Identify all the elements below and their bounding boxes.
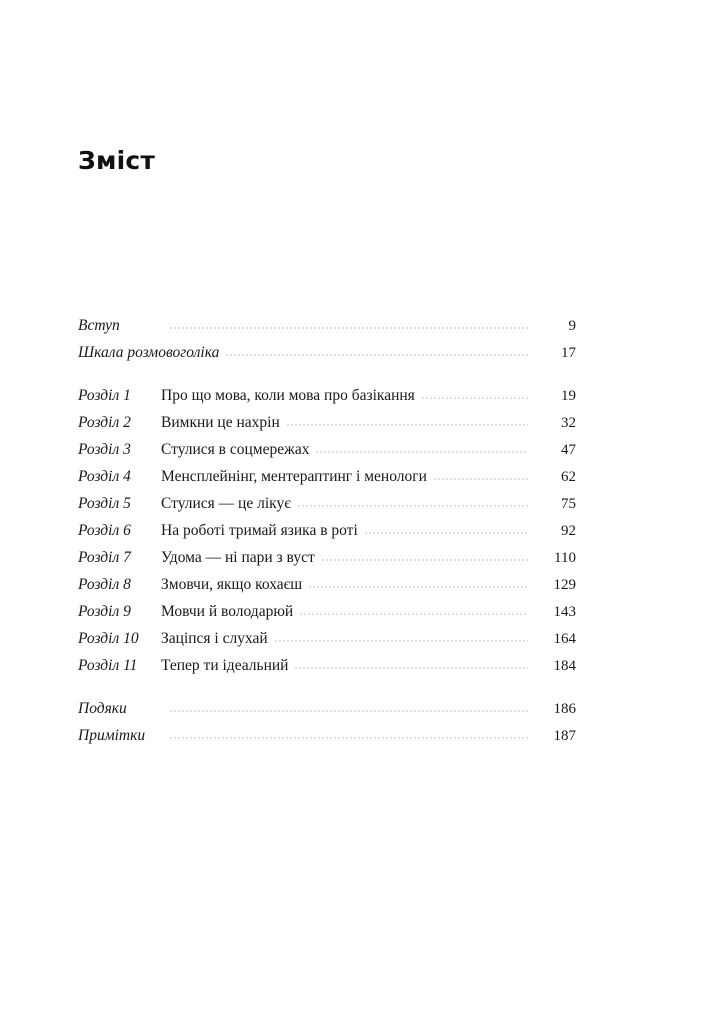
toc-entry-chapter-5[interactable] xyxy=(78,490,576,517)
chapter-number: Розділ 2 xyxy=(78,414,131,431)
dot-leader xyxy=(169,327,528,329)
chapter-title: Вимкни це нахрін xyxy=(161,414,280,431)
chapter-title: На роботі тримай язика в роті xyxy=(161,522,358,539)
toc-entry-chapter-6[interactable] xyxy=(78,517,576,544)
toc-entry-page: 110 xyxy=(554,550,576,566)
toc-entry-label: Шкала розмовоголіка xyxy=(78,344,220,361)
toc-entry-page: 164 xyxy=(553,631,576,647)
chapter-number: Розділ 3 xyxy=(78,441,131,458)
toc-entry-page: 187 xyxy=(553,728,576,744)
toc-entry-page: 129 xyxy=(553,577,576,593)
toc-entry-acknowledgements[interactable] xyxy=(78,695,576,722)
chapter-number: Розділ 7 xyxy=(78,549,131,566)
chapter-number: Розділ 11 xyxy=(78,657,138,674)
dot-leader xyxy=(225,354,528,356)
toc-entry-chapter-7[interactable] xyxy=(78,544,576,571)
toc-entry-page: 62 xyxy=(561,469,576,485)
toc-entry-page: 186 xyxy=(553,701,576,717)
toc-entry-intro[interactable] xyxy=(78,312,576,339)
chapter-number: Розділ 10 xyxy=(78,630,139,647)
toc-entry-chapter-9[interactable] xyxy=(78,598,576,625)
chapter-title: Про що мова, коли мова про базікання xyxy=(161,387,415,404)
toc-entry-chapter-3[interactable] xyxy=(78,436,576,463)
chapter-title: Тепер ти ідеальний xyxy=(161,657,289,674)
chapter-title: Заціпся і слухай xyxy=(161,630,268,647)
dot-leader xyxy=(364,532,528,534)
toc-entry-chapter-2[interactable] xyxy=(78,409,576,436)
toc-entry-label: Вступ xyxy=(78,317,120,334)
dot-leader xyxy=(294,667,528,669)
toc-chapters xyxy=(78,382,576,679)
toc-entry-chapter-4[interactable] xyxy=(78,463,576,490)
dot-leader xyxy=(274,640,528,642)
toc-entry-notes[interactable] xyxy=(78,722,576,749)
dot-leader xyxy=(421,397,528,399)
chapter-title: Змовчи, якщо кохаєш xyxy=(161,576,303,593)
dot-leader xyxy=(321,559,528,561)
chapter-number: Розділ 9 xyxy=(78,603,131,620)
dot-leader xyxy=(169,737,528,739)
toc-entry-page: 75 xyxy=(561,496,576,512)
chapter-title: Стулися — це лікує xyxy=(161,495,291,512)
toc-entry-page: 143 xyxy=(553,604,576,620)
toc-entry-chapter-10[interactable] xyxy=(78,625,576,652)
chapter-number: Розділ 6 xyxy=(78,522,131,539)
dot-leader xyxy=(297,505,528,507)
toc-entry-page: 47 xyxy=(561,442,576,458)
chapter-number: Розділ 8 xyxy=(78,576,131,593)
toc-entry-scale[interactable] xyxy=(78,339,576,366)
chapter-title: Удома — ні пари з вуст xyxy=(161,549,315,566)
toc-entry-label: Примітки xyxy=(78,727,146,744)
toc-back-matter xyxy=(78,695,576,749)
chapter-title: Мовчи й володарюй xyxy=(161,603,294,620)
table-of-contents xyxy=(78,312,576,749)
toc-entry-page: 92 xyxy=(561,523,576,539)
chapter-title: Стулися в соцмережах xyxy=(161,441,310,458)
toc-entry-page: 9 xyxy=(568,318,576,334)
toc-entry-page: 184 xyxy=(553,658,576,674)
toc-front-matter xyxy=(78,312,576,366)
dot-leader xyxy=(286,424,528,426)
toc-entry-label: Подяки xyxy=(78,700,127,717)
dot-leader xyxy=(169,710,528,712)
toc-entry-chapter-1[interactable] xyxy=(78,382,576,409)
toc-entry-page: 32 xyxy=(561,415,576,431)
toc-entry-chapter-11[interactable] xyxy=(78,652,576,679)
toc-entry-chapter-8[interactable] xyxy=(78,571,576,598)
page-title: Зміст xyxy=(78,146,156,175)
dot-leader xyxy=(315,451,528,453)
dot-leader xyxy=(308,586,528,588)
dot-leader xyxy=(299,613,528,615)
chapter-number: Розділ 5 xyxy=(78,495,131,512)
toc-entry-page: 17 xyxy=(561,345,576,361)
chapter-number: Розділ 1 xyxy=(78,387,131,404)
chapter-title: Менсплейнінг, ментераптинг і менологи xyxy=(161,468,427,485)
toc-entry-page: 19 xyxy=(561,388,576,404)
chapter-number: Розділ 4 xyxy=(78,468,131,485)
dot-leader xyxy=(433,478,528,480)
